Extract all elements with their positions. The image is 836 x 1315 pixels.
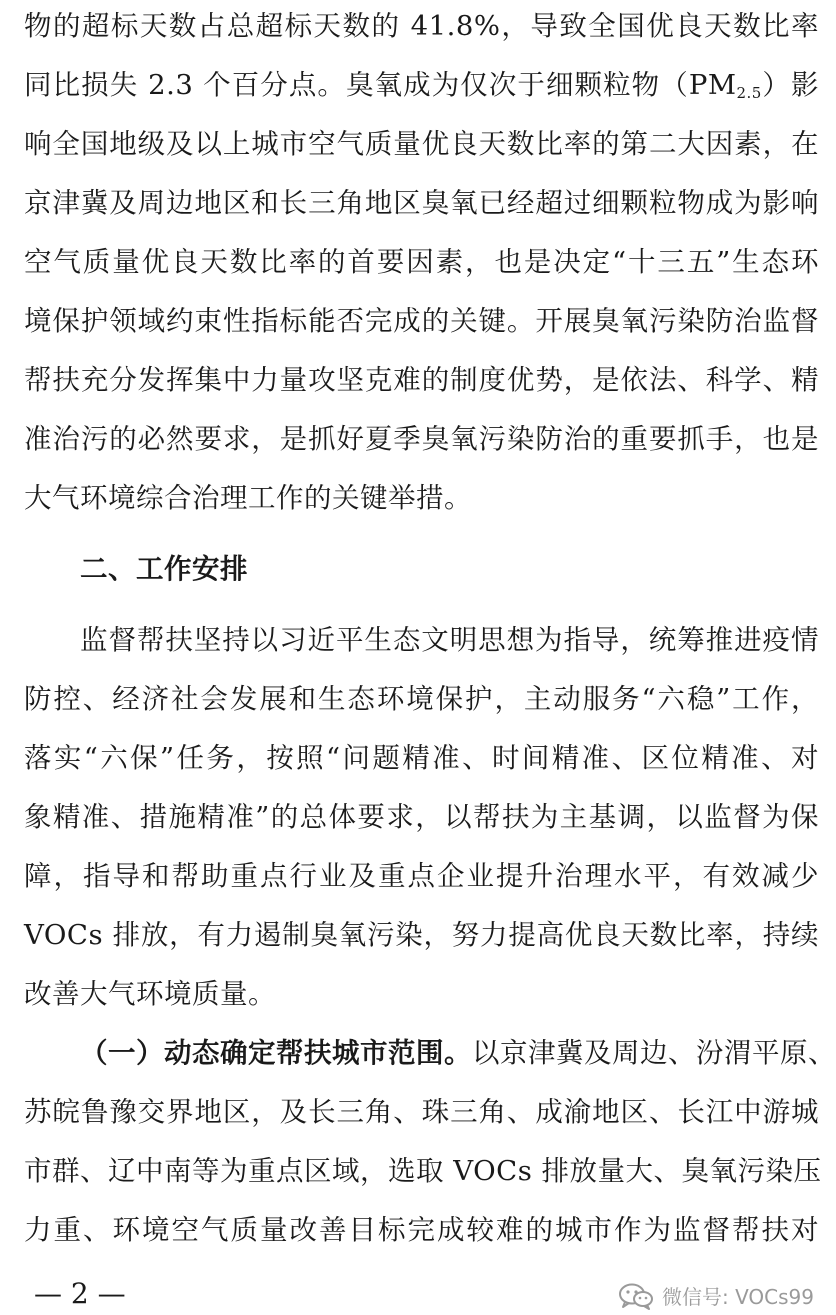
page-footer bbox=[0, 1275, 836, 1315]
paragraph-line: 防控、经济社会发展和生态环境保护，主动服务“六稳”工作， bbox=[24, 683, 819, 715]
wechat-watermark bbox=[618, 1281, 814, 1310]
paragraph-line: 响全国地级及以上城市空气质量优良天数比率的第二大因素，在 bbox=[24, 128, 819, 160]
paragraph-line: 物的超标天数占总超标天数的 41.8%，导致全国优良天数比率 bbox=[24, 10, 819, 42]
paragraph-line: 落实“六保”任务，按照“问题精准、时间精准、区位精准、对 bbox=[24, 742, 819, 774]
paragraph-line: VOCs 排放，有力遏制臭氧污染，努力提高优良天数比率，持续 bbox=[24, 919, 819, 951]
paragraph-line: 准治污的必然要求，是抓好夏季臭氧污染防治的重要抓手，也是 bbox=[24, 423, 819, 455]
paragraph-line-text: 以京津冀及周边、汾渭平原、 bbox=[472, 1037, 836, 1069]
section-heading: 二、工作安排 bbox=[80, 553, 248, 585]
paragraph-line: 障，指导和帮助重点行业及重点企业提升治理水平，有效减少 bbox=[24, 860, 819, 892]
page-number: — 2 — bbox=[34, 1277, 126, 1310]
paragraph-line: 改善大气环境质量。 bbox=[24, 978, 276, 1010]
paragraph-line bbox=[24, 1033, 836, 1073]
watermark-text: 微信号: VOCs99 bbox=[661, 1285, 814, 1309]
paragraph-line: 帮扶充分发挥集中力量攻坚克难的制度优势，是依法、科学、精 bbox=[24, 364, 819, 396]
pm-subscript: 2.5 bbox=[736, 84, 762, 102]
wechat-icon bbox=[618, 1282, 654, 1310]
paragraph-line: 市群、辽中南等为重点区域，选取 VOCs 排放量大、臭氧污染压 bbox=[24, 1155, 822, 1187]
paragraph-line-text: 同比损失 2.3 个百分点。臭氧成为仅次于细颗粒物（PM bbox=[24, 69, 737, 101]
paragraph-line: 大气环境综合治理工作的关键举措。 bbox=[24, 482, 472, 514]
paragraph-line: 监督帮扶坚持以习近平生态文明思想为指导，统筹推进疫情 bbox=[80, 624, 819, 656]
paragraph-line: 京津冀及周边地区和长三角地区臭氧已经超过细颗粒物成为影响 bbox=[24, 187, 819, 219]
paragraph-line-text: ）影 bbox=[761, 69, 819, 101]
paragraph-line: 象精准、措施精准”的总体要求，以帮扶为主基调，以监督为保 bbox=[24, 801, 819, 833]
paragraph-line: 苏皖鲁豫交界地区，及长三角、珠三角、成渝地区、长江中游城 bbox=[24, 1096, 819, 1128]
paragraph-line: 力重、环境空气质量改善目标完成较难的城市作为监督帮扶对 bbox=[24, 1214, 819, 1246]
paragraph-line: 空气质量优良天数比率的首要因素，也是决定“十三五”生态环 bbox=[24, 246, 819, 278]
paragraph-line bbox=[24, 65, 819, 105]
paragraph-line: 境保护领域约束性指标能否完成的关键。开展臭氧污染防治监督 bbox=[24, 305, 819, 337]
subsection-heading: （一）动态确定帮扶城市范围。 bbox=[80, 1037, 472, 1069]
